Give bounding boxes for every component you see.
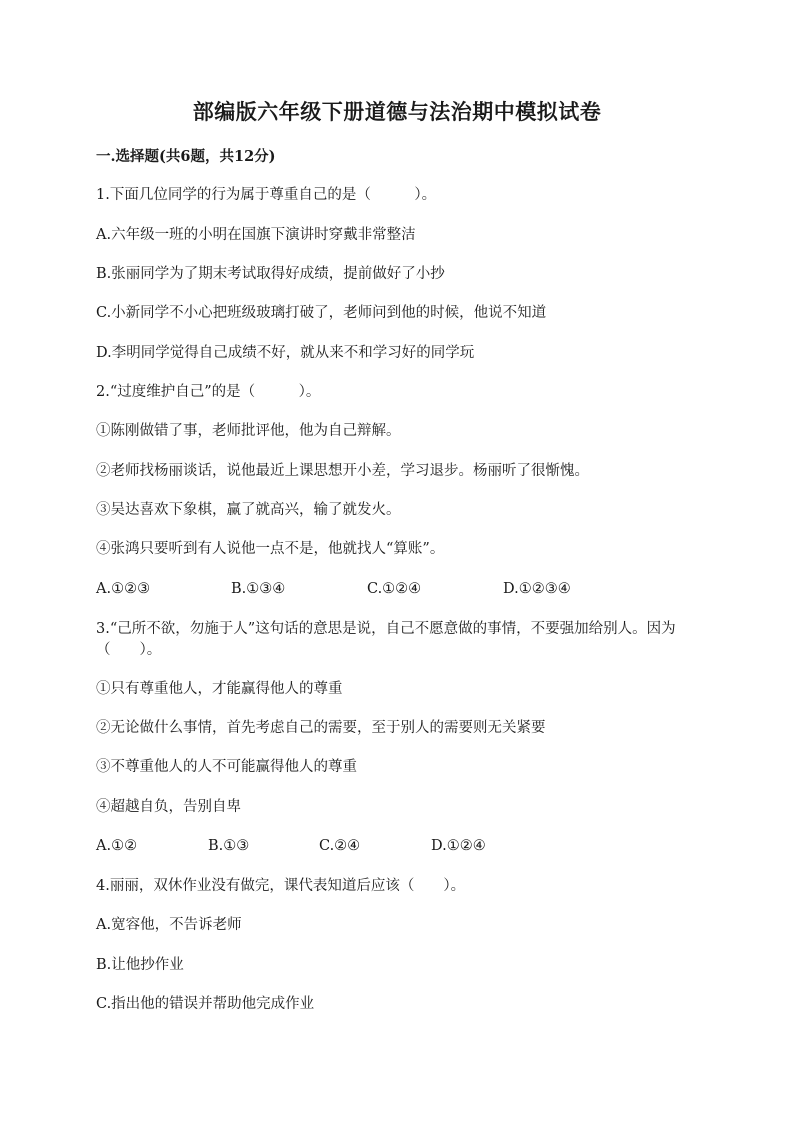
question-3-stem: 3.“己所不欲，勿施于人”这句话的意思是说，自己不愿意做的事情，不要强加给别人。因为（ ）。 xyxy=(96,621,676,658)
question-1-option-b: B.张丽同学为了期末考试取得好成绩，提前做好了小抄 xyxy=(96,266,445,282)
question-3-item-3: ③不尊重他人的人不可能赢得他人的尊重 xyxy=(96,759,357,775)
question-4-option-c: C.指出他的错误并帮助他完成作业 xyxy=(96,996,315,1012)
question-1-option-c: C.小新同学不小心把班级玻璃打破了，老师问到他的时候，他说不知道 xyxy=(96,305,547,321)
question-2-item-4: ④张鸿只要听到有人说他一点不是，他就找人“算账”。 xyxy=(96,541,445,557)
question-3-option-c: C.②④ xyxy=(319,838,361,854)
question-4-option-b: B.让他抄作业 xyxy=(96,957,184,973)
question-3-option-b: B.①③ xyxy=(208,838,250,854)
question-2-option-b: B.①③④ xyxy=(231,581,286,597)
question-3-option-d: D.①②④ xyxy=(431,838,486,854)
question-1-stem: 1.下面几位同学的行为属于尊重自己的是（ ）。 xyxy=(96,187,437,203)
question-3-item-1: ①只有尊重他人，才能赢得他人的尊重 xyxy=(96,681,343,697)
question-2-option-c: C.①②④ xyxy=(367,581,422,597)
question-1-option-d: D.李明同学觉得自己成绩不好，就从来不和学习好的同学玩 xyxy=(96,345,475,361)
question-2-option-a: A.①②③ xyxy=(96,581,151,597)
page-title: 部编版六年级下册道德与法治期中模拟试卷 xyxy=(192,99,602,124)
question-3-item-4: ④超越自负，告别自卑 xyxy=(96,799,241,815)
question-1-option-a: A.六年级一班的小明在国旗下演讲时穿戴非常整洁 xyxy=(96,227,416,243)
section-heading: 一.选择题(共6题，共12分) xyxy=(96,148,276,165)
question-2-stem: 2.“过度维护自己”的是（ ）。 xyxy=(96,384,321,400)
question-2-item-2: ②老师找杨丽谈话，说他最近上课思想开小差，学习退步。杨丽听了很惭愧。 xyxy=(96,463,589,479)
question-2-option-d: D.①②③④ xyxy=(503,581,571,597)
question-2-item-3: ③吴达喜欢下象棋，赢了就高兴，输了就发火。 xyxy=(96,502,401,518)
question-4-stem: 4.丽丽，双休作业没有做完，课代表知道后应该（ ）。 xyxy=(96,878,466,894)
question-3-option-a: A.①② xyxy=(96,838,138,854)
question-2-item-1: ①陈刚做错了事，老师批评他，他为自己辩解。 xyxy=(96,423,401,439)
question-3-item-2: ②无论做什么事情，首先考虑自己的需要，至于别人的需要则无关紧要 xyxy=(96,720,546,736)
question-4-option-a: A.宽容他，不告诉老师 xyxy=(96,917,242,933)
